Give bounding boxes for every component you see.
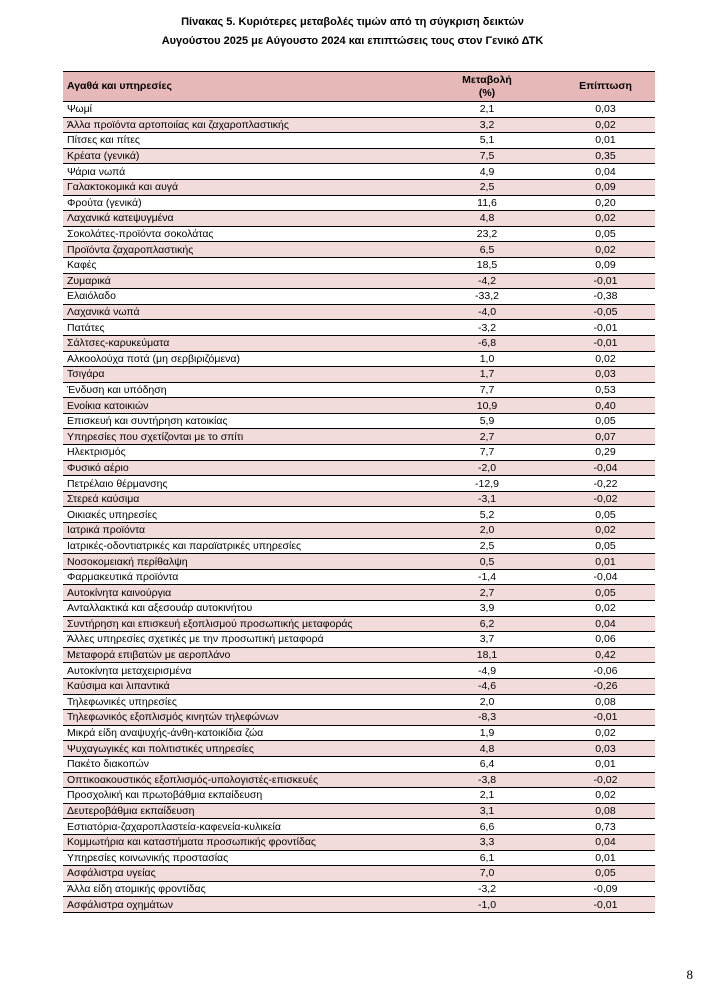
- page-number: 8: [686, 967, 693, 982]
- cell-impact: 0,02: [556, 725, 655, 741]
- table-row: [63, 179, 655, 195]
- table-row: [63, 195, 655, 211]
- cell-goods: Νοσοκομειακή περίθαλψη: [63, 554, 418, 570]
- table-row: [63, 164, 655, 180]
- cell-goods: Καφές: [63, 257, 418, 273]
- cell-goods: Φρούτα (γενικά): [63, 195, 418, 211]
- cell-impact: 0,02: [556, 351, 655, 367]
- cell-change: -12,9: [418, 476, 556, 492]
- cell-impact: 0,01: [556, 756, 655, 772]
- cell-impact: -0,01: [556, 273, 655, 289]
- cell-impact: 0,04: [556, 616, 655, 632]
- cell-change: -3,8: [418, 772, 556, 788]
- cell-impact: 0,03: [556, 367, 655, 383]
- table-row: [63, 148, 655, 164]
- cell-change: 0,5: [418, 554, 556, 570]
- cell-goods: Αυτοκίνητα καινούργια: [63, 585, 418, 601]
- header-change-label: Μεταβολή: [462, 73, 512, 86]
- table-row: [63, 585, 655, 601]
- cell-goods: Προσχολική και πρωτοβάθμια εκπαίδευση: [63, 788, 418, 804]
- cell-impact: 0,04: [556, 834, 655, 850]
- cell-change: -1,0: [418, 897, 556, 913]
- cell-impact: 0,05: [556, 538, 655, 554]
- cell-impact: 0,20: [556, 195, 655, 211]
- table-row: [63, 616, 655, 632]
- table-row: [63, 429, 655, 445]
- cell-goods: Άλλες υπηρεσίες σχετικές με την προσωπική μεταφορά: [63, 632, 418, 648]
- cell-change: 7,7: [418, 382, 556, 398]
- cell-change: 7,7: [418, 445, 556, 461]
- cell-impact: 0,40: [556, 398, 655, 414]
- cell-goods: Φαρμακευτικά προϊόντα: [63, 569, 418, 585]
- cell-impact: 0,09: [556, 179, 655, 195]
- cell-goods: Σάλτσες-καρυκεύματα: [63, 335, 418, 351]
- cell-goods: Λαχανικά κατεψυγμένα: [63, 211, 418, 227]
- cell-change: 6,2: [418, 616, 556, 632]
- cell-change: -3,1: [418, 491, 556, 507]
- cell-goods: Ασφάλιστρα υγείας: [63, 866, 418, 882]
- cell-change: 2,7: [418, 585, 556, 601]
- cell-change: 3,2: [418, 117, 556, 133]
- table-row: [63, 897, 655, 913]
- cell-impact: -0,04: [556, 569, 655, 585]
- cell-impact: 0,02: [556, 788, 655, 804]
- cell-impact: 0,02: [556, 242, 655, 258]
- table-row: [63, 788, 655, 804]
- cell-change: 4,8: [418, 741, 556, 757]
- cell-impact: 0,01: [556, 554, 655, 570]
- table-row: [63, 289, 655, 305]
- table-row: [63, 538, 655, 554]
- table-row: [63, 632, 655, 648]
- cell-goods: Πακέτο διακοπών: [63, 756, 418, 772]
- cell-goods: Ασφάλιστρα οχημάτων: [63, 897, 418, 913]
- table-row: [63, 678, 655, 694]
- cell-change: 4,8: [418, 211, 556, 227]
- table-row: [63, 273, 655, 289]
- cell-goods: Ενοίκια κατοικιών: [63, 398, 418, 414]
- table-row: [63, 819, 655, 835]
- cell-change: 2,7: [418, 429, 556, 445]
- cell-change: -33,2: [418, 289, 556, 305]
- cell-change: 1,0: [418, 351, 556, 367]
- cell-goods: Ψωμί: [63, 102, 418, 118]
- table-row: [63, 476, 655, 492]
- table-row: [63, 881, 655, 897]
- cell-change: 5,2: [418, 507, 556, 523]
- table-row: [63, 569, 655, 585]
- table-row: [63, 866, 655, 882]
- cell-impact: 0,09: [556, 257, 655, 273]
- cell-goods: Ηλεκτρισμός: [63, 445, 418, 461]
- table-title: [0, 13, 705, 51]
- cell-change: 5,1: [418, 133, 556, 149]
- cell-impact: -0,38: [556, 289, 655, 305]
- header-impact: Επίπτωση: [556, 72, 655, 102]
- cell-impact: -0,01: [556, 335, 655, 351]
- table-row: [63, 694, 655, 710]
- cell-goods: Πατάτες: [63, 320, 418, 336]
- cell-goods: Οικιακές υπηρεσίες: [63, 507, 418, 523]
- table-row: [63, 647, 655, 663]
- table-row: [63, 741, 655, 757]
- cell-impact: 0,05: [556, 585, 655, 601]
- table-row: [63, 507, 655, 523]
- table-row: [63, 351, 655, 367]
- cell-impact: 0,05: [556, 226, 655, 242]
- header-change: [418, 72, 556, 102]
- cell-impact: -0,22: [556, 476, 655, 492]
- cell-change: -1,4: [418, 569, 556, 585]
- cell-goods: Υπηρεσίες που σχετίζονται με το σπίτι: [63, 429, 418, 445]
- cell-goods: Άλλα είδη ατομικής φροντίδας: [63, 881, 418, 897]
- cell-change: 3,3: [418, 834, 556, 850]
- cell-goods: Εστιατόρια-ζαχαροπλαστεία-καφενεία-κυλικεία: [63, 819, 418, 835]
- cell-goods: Αλκοολούχα ποτά (μη σερβιριζόμενα): [63, 351, 418, 367]
- cell-change: -4,2: [418, 273, 556, 289]
- cell-impact: 0,08: [556, 694, 655, 710]
- cell-impact: 0,02: [556, 601, 655, 617]
- cell-change: -2,0: [418, 460, 556, 476]
- cell-impact: 0,08: [556, 803, 655, 819]
- table-row: [63, 663, 655, 679]
- table-row: [63, 398, 655, 414]
- table-row: [63, 725, 655, 741]
- cell-impact: -0,04: [556, 460, 655, 476]
- cell-change: 11,6: [418, 195, 556, 211]
- cell-change: 5,9: [418, 413, 556, 429]
- cell-change: 6,4: [418, 756, 556, 772]
- cell-change: -4,9: [418, 663, 556, 679]
- cell-goods: Ζυμαρικά: [63, 273, 418, 289]
- table-title-line1: Πίνακας 5. Κυριότερες μεταβολές τιμών από τη σύγκριση δεικτών: [181, 16, 524, 28]
- cell-change: -8,3: [418, 710, 556, 726]
- table-row: [63, 445, 655, 461]
- cell-goods: Συντήρηση και επισκευή εξοπλισμού προσωπικής μεταφοράς: [63, 616, 418, 632]
- table-header-row: [63, 72, 655, 102]
- cell-goods: Γαλακτοκομικά και αυγά: [63, 179, 418, 195]
- cell-change: 2,5: [418, 538, 556, 554]
- cell-change: 4,9: [418, 164, 556, 180]
- cell-goods: Ιατρικές-οδοντιατρικές και παραϊατρικές υπηρεσίες: [63, 538, 418, 554]
- cell-impact: 0,42: [556, 647, 655, 663]
- table-row: [63, 413, 655, 429]
- cell-goods: Ένδυση και υπόδηση: [63, 382, 418, 398]
- cell-change: -4,6: [418, 678, 556, 694]
- cell-change: -3,2: [418, 320, 556, 336]
- cell-change: 10,9: [418, 398, 556, 414]
- cell-change: 2,5: [418, 179, 556, 195]
- cell-change: 6,6: [418, 819, 556, 835]
- cell-goods: Τσιγάρα: [63, 367, 418, 383]
- table-row: [63, 460, 655, 476]
- cell-goods: Δευτεροβάθμια εκπαίδευση: [63, 803, 418, 819]
- table-row: [63, 756, 655, 772]
- cell-impact: -0,06: [556, 663, 655, 679]
- cell-impact: 0,01: [556, 133, 655, 149]
- table-row: [63, 803, 655, 819]
- cell-goods: Σοκολάτες-προϊόντα σοκολάτας: [63, 226, 418, 242]
- cell-impact: -0,05: [556, 304, 655, 320]
- cell-goods: Ψυχαγωγικές και πολιτιστικές υπηρεσίες: [63, 741, 418, 757]
- table-row: [63, 382, 655, 398]
- cell-goods: Ελαιόλαδο: [63, 289, 418, 305]
- cell-goods: Μεταφορά επιβατών με αεροπλάνο: [63, 647, 418, 663]
- cell-change: -4,0: [418, 304, 556, 320]
- cell-goods: Φυσικό αέριο: [63, 460, 418, 476]
- cell-impact: 0,05: [556, 866, 655, 882]
- cell-goods: Ψάρια νωπά: [63, 164, 418, 180]
- cell-goods: Προϊόντα ζαχαροπλαστικής: [63, 242, 418, 258]
- cell-change: 1,9: [418, 725, 556, 741]
- cell-goods: Αυτοκίνητα μεταχειρισμένα: [63, 663, 418, 679]
- cell-impact: 0,02: [556, 523, 655, 539]
- cell-impact: 0,05: [556, 413, 655, 429]
- cell-impact: 0,03: [556, 741, 655, 757]
- cell-impact: -0,02: [556, 491, 655, 507]
- table-title-line2: Αυγούστου 2025 με Αύγουστο 2024 και επιπτώσεις τους στον Γενικό ΔΤΚ: [161, 35, 544, 47]
- cell-impact: -0,01: [556, 710, 655, 726]
- cell-impact: 0,02: [556, 117, 655, 133]
- table-row: [63, 834, 655, 850]
- cell-impact: -0,26: [556, 678, 655, 694]
- table-row: [63, 601, 655, 617]
- cell-change: 23,2: [418, 226, 556, 242]
- header-change-unit: (%): [478, 86, 496, 99]
- cell-change: 2,1: [418, 102, 556, 118]
- table-row: [63, 367, 655, 383]
- table-row: [63, 523, 655, 539]
- cell-change: 2,1: [418, 788, 556, 804]
- table-row: [63, 226, 655, 242]
- cell-change: -3,2: [418, 881, 556, 897]
- cell-change: 1,7: [418, 367, 556, 383]
- cell-impact: 0,53: [556, 382, 655, 398]
- cell-impact: 0,03: [556, 102, 655, 118]
- table-row: [63, 133, 655, 149]
- cell-change: 3,7: [418, 632, 556, 648]
- table-row: [63, 257, 655, 273]
- cell-impact: -0,02: [556, 772, 655, 788]
- cell-goods: Κρέατα (γενικά): [63, 148, 418, 164]
- cell-change: 18,5: [418, 257, 556, 273]
- cell-goods: Πετρέλαιο θέρμανσης: [63, 476, 418, 492]
- cell-impact: 0,07: [556, 429, 655, 445]
- cell-change: 18,1: [418, 647, 556, 663]
- cell-goods: Υπηρεσίες κοινωνικής προστασίας: [63, 850, 418, 866]
- cell-change: 3,9: [418, 601, 556, 617]
- cell-impact: 0,04: [556, 164, 655, 180]
- cell-change: 6,5: [418, 242, 556, 258]
- cell-goods: Κομμωτήρια και καταστήματα προσωπικής φροντίδας: [63, 834, 418, 850]
- cell-goods: Στερεά καύσιμα: [63, 491, 418, 507]
- table-row: [63, 242, 655, 258]
- cell-impact: 0,01: [556, 850, 655, 866]
- table-row: [63, 335, 655, 351]
- cell-impact: -0,01: [556, 320, 655, 336]
- cell-impact: 0,73: [556, 819, 655, 835]
- cell-impact: 0,29: [556, 445, 655, 461]
- cell-change: 6,1: [418, 850, 556, 866]
- table-row: [63, 304, 655, 320]
- table-row: [63, 117, 655, 133]
- cell-goods: Λαχανικά νωπά: [63, 304, 418, 320]
- cell-change: -6,8: [418, 335, 556, 351]
- cell-change: 2,0: [418, 694, 556, 710]
- table-row: [63, 320, 655, 336]
- price-changes-table: [63, 71, 655, 913]
- table-row: [63, 554, 655, 570]
- table-row: [63, 102, 655, 118]
- table-row: [63, 710, 655, 726]
- cell-goods: Άλλα προϊόντα αρτοποιίας και ζαχαροπλαστικής: [63, 117, 418, 133]
- cell-change: 3,1: [418, 803, 556, 819]
- table-row: [63, 491, 655, 507]
- cell-change: 7,0: [418, 866, 556, 882]
- cell-goods: Μικρά είδη αναψυχής-άνθη-κατοικίδια ζώα: [63, 725, 418, 741]
- cell-impact: 0,06: [556, 632, 655, 648]
- cell-impact: -0,09: [556, 881, 655, 897]
- cell-impact: -0,01: [556, 897, 655, 913]
- cell-change: 2,0: [418, 523, 556, 539]
- table-row: [63, 850, 655, 866]
- cell-goods: Ιατρικά προϊόντα: [63, 523, 418, 539]
- table-row: [63, 211, 655, 227]
- cell-goods: Επισκευή και συντήρηση κατοικίας: [63, 413, 418, 429]
- cell-goods: Καύσιμα και λιπαντικά: [63, 678, 418, 694]
- cell-goods: Πίτσες και πίτες: [63, 133, 418, 149]
- cell-goods: Οπτικοακουστικός εξοπλισμός-υπολογιστές-επισκευές: [63, 772, 418, 788]
- cell-impact: 0,02: [556, 211, 655, 227]
- cell-goods: Τηλεφωνικές υπηρεσίες: [63, 694, 418, 710]
- cell-impact: 0,35: [556, 148, 655, 164]
- cell-goods: Ανταλλακτικά και αξεσουάρ αυτοκινήτου: [63, 601, 418, 617]
- table-body: [63, 102, 655, 913]
- cell-goods: Τηλεφωνικός εξοπλισμός κινητών τηλεφώνων: [63, 710, 418, 726]
- cell-change: 7,5: [418, 148, 556, 164]
- header-goods: Αγαθά και υπηρεσίες: [63, 72, 418, 102]
- cell-impact: 0,05: [556, 507, 655, 523]
- table-row: [63, 772, 655, 788]
